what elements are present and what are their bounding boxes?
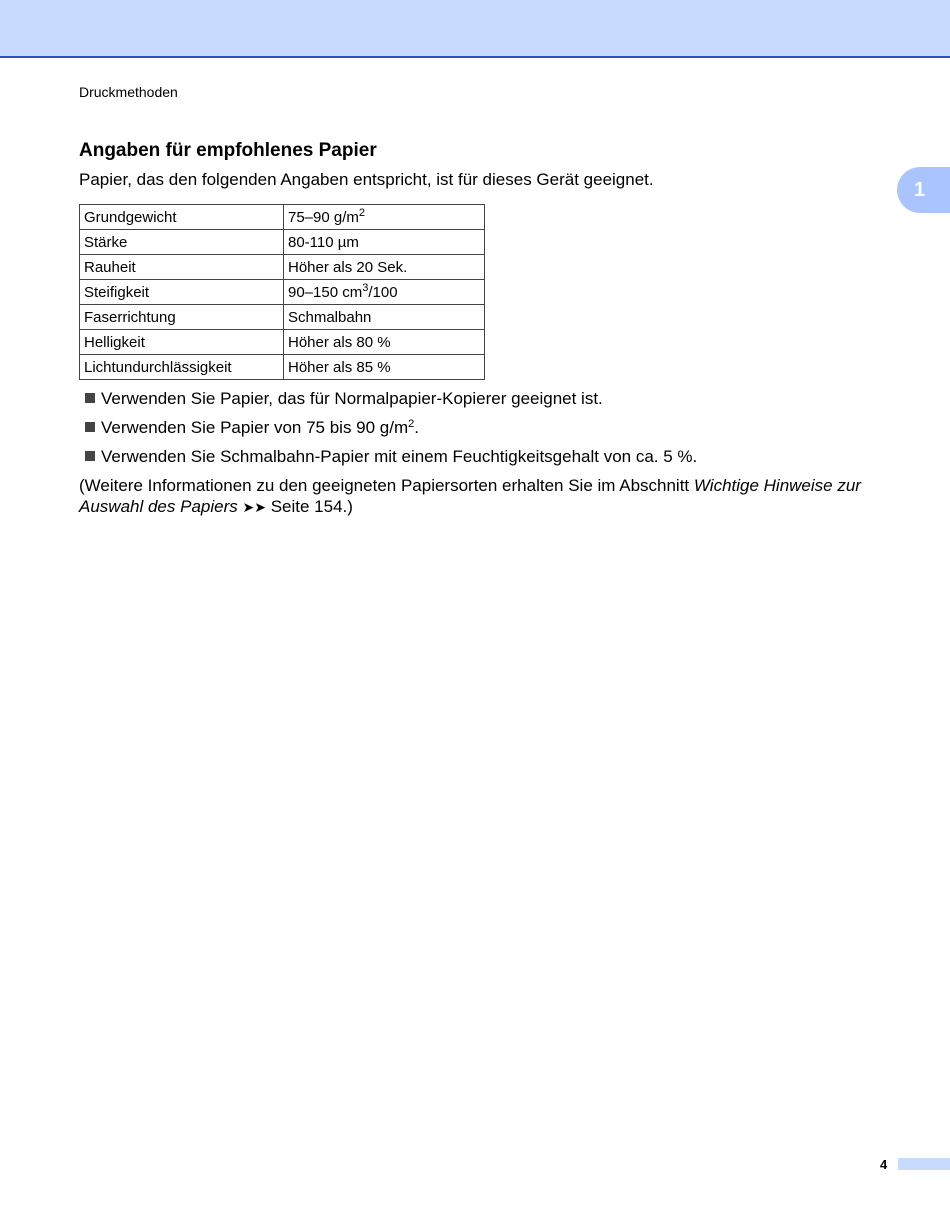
table-row	[80, 305, 485, 330]
table-row	[80, 330, 485, 355]
page-bar	[898, 1158, 950, 1170]
square-bullet-icon	[85, 393, 95, 403]
list-item: Verwenden Sie Schmalbahn-Papier mit einem Feuchtigkeitsgehalt von ca. 5 %.	[79, 446, 879, 467]
paper-specs-table	[79, 204, 485, 380]
arrows-icon: ➤➤	[242, 499, 266, 515]
table-row	[80, 255, 485, 280]
reference-note	[79, 475, 879, 518]
list-item: Verwenden Sie Papier, das für Normalpapier-Kopierer geeignet ist.	[79, 388, 879, 409]
spec-label: Grundgewicht	[80, 205, 284, 230]
spec-value: 90–150 $cm^3/100$	[284, 280, 485, 305]
spec-label: Faserrichtung	[80, 305, 284, 330]
table-row	[80, 355, 485, 380]
main-content	[79, 140, 879, 518]
spec-value: 75–90 $g/m^2$	[284, 205, 485, 230]
table-row	[80, 230, 485, 255]
spec-label: Rauheit	[80, 255, 284, 280]
page-number: 4	[880, 1157, 888, 1172]
spec-label: Steifigkeit	[80, 280, 284, 305]
note-link[interactable]: Wichtige Hinweise zur Auswahl des Papiers	[79, 476, 861, 516]
note-prefix: (Weitere Informationen zu den geeigneten Papiersorten erhalten Sie im Abschnitt	[79, 476, 694, 495]
recommendation-list	[79, 388, 879, 467]
table-row	[80, 280, 485, 305]
spec-label: Stärke	[80, 230, 284, 255]
square-bullet-icon	[85, 451, 95, 461]
top-header-band	[0, 0, 950, 58]
section-title: Angaben für empfohlenes Papier	[79, 140, 377, 161]
chapter-number: 1	[914, 178, 926, 201]
spec-label: Helligkeit	[80, 330, 284, 355]
square-bullet-icon	[85, 422, 95, 432]
running-title: Druckmethoden	[79, 84, 178, 100]
spec-value: Höher als 80 %	[284, 330, 485, 355]
spec-value: 80-110 µm	[284, 230, 485, 255]
spec-value: Höher als 85 %	[284, 355, 485, 380]
section-intro: Papier, das den folgenden Angaben entspricht, ist für dieses Gerät geeignet.	[79, 170, 654, 189]
spec-value: Höher als 20 Sek.	[284, 255, 485, 280]
note-suffix: Seite 154.)	[265, 497, 353, 516]
spec-value: Schmalbahn	[284, 305, 485, 330]
chapter-tab	[897, 167, 950, 213]
list-item: Verwenden Sie Papier von 75 bis 90 $g/m^2$.	[79, 417, 879, 438]
spec-label: Lichtundurchlässigkeit	[80, 355, 284, 380]
table-row	[80, 205, 485, 230]
